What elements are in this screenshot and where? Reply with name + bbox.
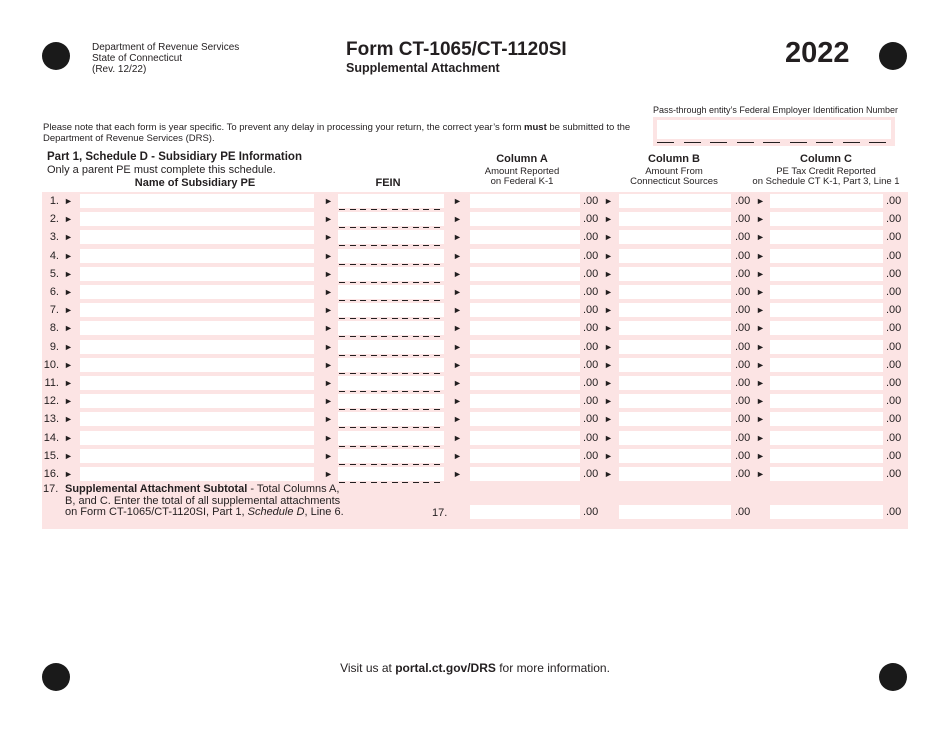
line-number: 1. [49,195,59,207]
subsidiary-name-input[interactable] [80,467,314,481]
state-name: State of Connecticut [92,53,183,64]
fein-digit-underline [360,482,366,483]
line-number: 3. [49,231,59,244]
column-c-input[interactable] [770,412,883,426]
tax-year: 2022 [785,37,850,69]
arrow-icon: ► [453,450,462,461]
column-b-heading: Column B Amount From Connecticut Sources [630,153,718,187]
subsidiary-fein-input[interactable] [338,358,444,372]
column-b-cents: .00 [735,267,751,280]
arrow-icon: ► [756,287,765,297]
column-c-input[interactable] [770,230,883,244]
fein-digit-underline [843,142,860,143]
column-c-cents: .00 [886,431,902,444]
column-c-cents: .00 [886,468,902,480]
column-c-cents: .00 [886,377,902,389]
arrow-icon: ► [604,432,613,443]
column-c-input[interactable] [770,376,883,390]
schedule-row [0,338,950,356]
column-a-cents: .00 [583,431,599,444]
arrow-icon: ► [604,414,613,425]
arrow-icon: ► [64,268,73,279]
arrow-icon: ► [453,268,462,279]
arrow-icon: ► [604,450,613,461]
arrow-icon: ► [756,250,765,261]
arrow-icon: ► [756,323,765,334]
subsidiary-fein-input[interactable] [338,321,444,335]
column-a-input[interactable] [470,376,580,390]
subsidiary-name-input[interactable] [80,412,314,426]
arrow-icon: ► [64,396,73,407]
column-b-cents: .00 [735,213,751,226]
column-c-input[interactable] [770,394,883,408]
column-c-cents: .00 [886,395,902,408]
subsidiary-name-input[interactable] [80,267,314,281]
schedule-row [0,374,950,392]
column-a-cents: .00 [583,413,599,426]
arrow-icon: ► [453,214,462,225]
arrow-icon: ► [453,469,462,479]
subsidiary-name-input[interactable] [80,194,314,208]
line-number: 7. [49,304,59,317]
column-a-cents: .00 [583,195,599,207]
column-c-input[interactable] [770,194,883,208]
arrow-icon: ► [64,214,73,225]
arrow-icon: ► [604,250,613,261]
column-a-cents: .00 [583,286,599,298]
arrow-icon: ► [604,305,613,316]
arrow-icon: ► [604,396,613,407]
arrow-icon: ► [453,287,462,297]
column-a-cents: .00 [583,449,599,462]
column-a-cents: .00 [583,395,599,408]
line-17-column-c-cents: .00 [886,506,902,518]
arrow-icon: ► [756,214,765,225]
column-a-input[interactable] [470,449,580,463]
column-a-cents: .00 [583,213,599,226]
arrow-icon: ► [756,196,765,206]
arrow-icon: ► [64,432,73,443]
arrow-icon: ► [453,341,462,352]
schedule-row [0,410,950,428]
schedule-row [0,392,950,410]
column-b-input[interactable] [619,212,731,226]
fein-digit-underline [423,482,429,483]
column-b-cents: .00 [735,468,751,480]
arrow-icon: ► [324,196,333,206]
column-a-input[interactable] [470,412,580,426]
dept-name: Department of Revenue Services [92,42,240,53]
arrow-icon: ► [604,341,613,352]
subsidiary-name-input[interactable] [80,394,314,408]
subsidiary-fein-input[interactable] [338,412,444,426]
footer-note: Visit us at portal.ct.gov/DRS for more information. [340,661,610,675]
column-a-input[interactable] [470,303,580,317]
schedule-row [0,265,950,283]
column-a-input[interactable] [470,467,580,481]
column-b-cents: .00 [735,340,751,353]
arrow-icon: ► [453,323,462,334]
column-c-input[interactable] [770,358,883,372]
line-number: 6. [49,286,59,298]
column-b-cents: .00 [735,395,751,408]
fein-digit-underline [381,482,387,483]
subsidiary-fein-input[interactable] [338,467,444,481]
subsidiary-fein-input[interactable] [338,249,444,263]
line-number: 5. [49,267,59,280]
column-b-cents: .00 [735,286,751,298]
schedule-row [0,210,950,228]
arrow-icon: ► [756,396,765,407]
revision: (Rev. 12/22) [92,64,147,75]
line-number: 10. [43,358,59,371]
agency-block [92,42,239,75]
column-name-heading: Name of Subsidiary PE [134,177,256,189]
arrow-icon: ► [324,323,333,334]
arrow-icon: ► [324,359,333,370]
arrow-icon: ► [324,305,333,316]
arrow-icon: ► [64,450,73,461]
line-number: 9. [49,340,59,353]
column-a-input[interactable] [470,249,580,263]
arrow-icon: ► [604,287,613,297]
arrow-icon: ► [324,214,333,225]
column-a-cents: .00 [583,304,599,317]
column-a-input[interactable] [470,431,580,445]
column-b-cents: .00 [735,304,751,317]
column-b-cents: .00 [735,358,751,371]
year-specific-note: Please note that each form is year specific. To prevent any delay in processing your return, the correct year’s form must be submitted to the Department of Revenue Services (DRS). [43,122,631,144]
column-fein-heading: FEIN [375,177,401,189]
arrow-icon: ► [453,396,462,407]
arrow-icon: ► [604,359,613,370]
fein-digit-underline [413,482,419,483]
fein-field-box [653,117,895,146]
column-c-input[interactable] [770,249,883,263]
column-b-input[interactable] [619,431,731,445]
subsidiary-fein-input[interactable] [338,431,444,445]
column-a-input[interactable] [470,340,580,354]
column-c-cents: .00 [886,413,902,426]
line-number: 2. [49,213,59,226]
subsidiary-name-input[interactable] [80,230,314,244]
form-title: Form CT-1065/CT-1120SI [346,39,567,60]
column-c-input[interactable] [770,212,883,226]
registration-mark-top-left [42,42,70,70]
schedule-row [0,301,950,319]
subsidiary-name-input[interactable] [80,358,314,372]
arrow-icon: ► [324,378,333,388]
subsidiary-name-input[interactable] [80,431,314,445]
arrow-icon: ► [64,359,73,370]
arrow-icon: ► [324,287,333,297]
column-c-cents: .00 [886,286,902,298]
arrow-icon: ► [324,450,333,461]
schedule-row [0,319,950,337]
column-a-input[interactable] [470,321,580,335]
subsidiary-fein-input[interactable] [338,303,444,317]
schedule-row [0,447,950,465]
column-b-input[interactable] [619,412,731,426]
column-a-input[interactable] [470,358,580,372]
arrow-icon: ► [324,414,333,425]
column-b-input[interactable] [619,285,731,299]
subsidiary-fein-input[interactable] [338,394,444,408]
fein-digit-underline [790,142,807,143]
column-c-input[interactable] [770,431,883,445]
arrow-icon: ► [604,469,613,479]
subsidiary-name-input[interactable] [80,249,314,263]
column-a-cents: .00 [583,358,599,371]
column-c-cents: .00 [886,358,902,371]
fein-digit-underline [350,482,356,483]
arrow-icon: ► [453,414,462,425]
arrow-icon: ► [64,305,73,316]
fein-digit-underline [684,142,701,143]
registration-mark-top-right [879,42,907,70]
line-17-column-b-input[interactable] [619,505,731,519]
arrow-icon: ► [604,268,613,279]
schedule-row [0,192,950,210]
subsidiary-name-input[interactable] [80,285,314,299]
column-c-input[interactable] [770,267,883,281]
column-c-input[interactable] [770,449,883,463]
arrow-icon: ► [756,414,765,425]
line-number: 15. [43,449,59,462]
arrow-icon: ► [604,232,613,243]
fein-digit-underline [816,142,833,143]
column-b-cents: .00 [735,449,751,462]
arrow-icon: ► [604,214,613,225]
arrow-icon: ► [64,232,73,243]
arrow-icon: ► [64,341,73,352]
column-c-input[interactable] [770,340,883,354]
fein-digit-underline [710,142,727,143]
schedule-row [0,356,950,374]
subsidiary-fein-input[interactable] [338,340,444,354]
arrow-icon: ► [756,232,765,243]
arrow-icon: ► [324,432,333,443]
line-17-column-a-cents: .00 [583,506,599,518]
subsidiary-name-input[interactable] [80,376,314,390]
column-b-cents: .00 [735,322,751,335]
column-a-cents: .00 [583,377,599,389]
fein-digit-underline [392,482,398,483]
subsidiary-fein-input[interactable] [338,212,444,226]
column-b-input[interactable] [619,194,731,208]
column-b-input[interactable] [619,340,731,354]
subsidiary-fein-input[interactable] [338,449,444,463]
subsidiary-fein-input[interactable] [338,267,444,281]
column-c-heading: Column C PE Tax Credit Reported on Schedule CT K-1, Part 3, Line 1 [752,153,900,187]
fein-digit-underline [737,142,754,143]
column-b-input[interactable] [619,376,731,390]
column-b-input[interactable] [619,394,731,408]
fein-digit-underline [339,482,345,483]
subsidiary-name-input[interactable] [80,212,314,226]
arrow-icon: ► [453,359,462,370]
arrow-icon: ► [324,268,333,279]
column-a-input[interactable] [470,194,580,208]
column-b-cents: .00 [735,377,751,389]
column-c-cents: .00 [886,231,902,244]
subsidiary-name-input[interactable] [80,321,314,335]
column-c-cents: .00 [886,249,902,262]
arrow-icon: ► [756,305,765,316]
part-title: Part 1, Schedule D - Subsidiary PE Information [47,151,302,163]
fein-digit-underline [371,482,377,483]
column-b-input[interactable] [619,267,731,281]
arrow-icon: ► [453,432,462,443]
line-17-ref: 17. [432,507,448,519]
column-a-cents: .00 [583,249,599,262]
fein-digit-underline [402,482,408,483]
line-17-column-c-input[interactable] [770,505,883,519]
arrow-icon: ► [324,341,333,352]
column-a-cents: .00 [583,231,599,244]
arrow-icon: ► [64,250,73,261]
schedule-row [0,465,950,483]
column-b-input[interactable] [619,358,731,372]
arrow-icon: ► [604,323,613,334]
arrow-icon: ► [756,268,765,279]
line-number: 16. [43,468,59,480]
column-a-input[interactable] [470,212,580,226]
arrow-icon: ► [64,469,73,479]
arrow-icon: ► [64,323,73,334]
fein-caption: Pass-through entity’s Federal Employer Identification Number [653,105,898,115]
column-c-input[interactable] [770,321,883,335]
column-c-cents: .00 [886,340,902,353]
drs-link[interactable]: portal.ct.gov/DRS [395,661,496,675]
line-17-label: 17. Supplemental Attachment Subtotal - Total Columns A, B, and C. Enter the total of all supplemental attachments on Form CT-1065/CT-1120SI, Part 1, Schedule D, Line 6. [43,483,344,518]
subsidiary-fein-input[interactable] [338,376,444,390]
line-number: 11. [44,377,59,389]
column-a-cents: .00 [583,322,599,335]
column-a-cents: .00 [583,267,599,280]
column-a-input[interactable] [470,394,580,408]
arrow-icon: ► [453,305,462,316]
subsidiary-name-input[interactable] [80,340,314,354]
line-number: 13. [43,413,59,426]
column-a-input[interactable] [470,267,580,281]
column-c-cents: .00 [886,213,902,226]
column-a-input[interactable] [470,230,580,244]
column-c-input[interactable] [770,467,883,481]
arrow-icon: ► [64,378,73,388]
column-a-cents: .00 [583,468,599,480]
column-c-cents: .00 [886,322,902,335]
arrow-icon: ► [756,359,765,370]
arrow-icon: ► [453,378,462,388]
column-b-input[interactable] [619,303,731,317]
column-b-input[interactable] [619,449,731,463]
column-c-cents: .00 [886,449,902,462]
column-b-cents: .00 [735,231,751,244]
arrow-icon: ► [64,287,73,297]
arrow-icon: ► [756,469,765,479]
arrow-icon: ► [324,396,333,407]
fein-digit-underline [869,142,886,143]
column-b-cents: .00 [735,431,751,444]
subsidiary-fein-input[interactable] [338,230,444,244]
arrow-icon: ► [324,469,333,479]
column-b-cents: .00 [735,249,751,262]
column-b-cents: .00 [735,195,751,207]
arrow-icon: ► [756,341,765,352]
line-number: 8. [49,322,59,335]
column-a-heading: Column A Amount Reported on Federal K-1 [484,153,560,187]
column-c-cents: .00 [886,267,902,280]
subsidiary-fein-input[interactable] [338,194,444,208]
fein-digit-underline [763,142,780,143]
line-number: 12. [43,395,59,408]
subsidiary-name-input[interactable] [80,303,314,317]
column-a-input[interactable] [470,285,580,299]
line-number: 4. [49,249,59,262]
line-number: 14. [43,431,59,444]
column-c-cents: .00 [886,195,902,207]
column-a-cents: .00 [583,340,599,353]
schedule-row [0,429,950,447]
column-b-input[interactable] [619,321,731,335]
schedule-row [0,283,950,301]
subsidiary-fein-input[interactable] [338,285,444,299]
arrow-icon: ► [64,414,73,425]
arrow-icon: ► [453,196,462,206]
column-c-input[interactable] [770,303,883,317]
arrow-icon: ► [64,196,73,206]
arrow-icon: ► [756,432,765,443]
subsidiary-name-input[interactable] [80,449,314,463]
line-17-column-b-cents: .00 [735,506,751,518]
part-subtitle: Only a parent PE must complete this schedule. [47,164,276,176]
column-b-input[interactable] [619,467,731,481]
arrow-icon: ► [324,232,333,243]
fein-digit-underline [657,142,674,143]
arrow-icon: ► [756,378,765,388]
fein-digit-underline [434,482,440,483]
arrow-icon: ► [453,250,462,261]
fein-input[interactable] [657,120,891,139]
arrow-icon: ► [324,250,333,261]
arrow-icon: ► [756,450,765,461]
arrow-icon: ► [604,378,613,388]
arrow-icon: ► [604,196,613,206]
schedule-row [0,247,950,265]
arrow-icon: ► [453,232,462,243]
schedule-row [0,228,950,246]
column-b-cents: .00 [735,413,751,426]
line-17-column-a-input[interactable] [470,505,580,519]
form-subtitle: Supplemental Attachment [346,61,500,75]
column-c-cents: .00 [886,304,902,317]
column-b-input[interactable] [619,249,731,263]
column-c-input[interactable] [770,285,883,299]
column-b-input[interactable] [619,230,731,244]
